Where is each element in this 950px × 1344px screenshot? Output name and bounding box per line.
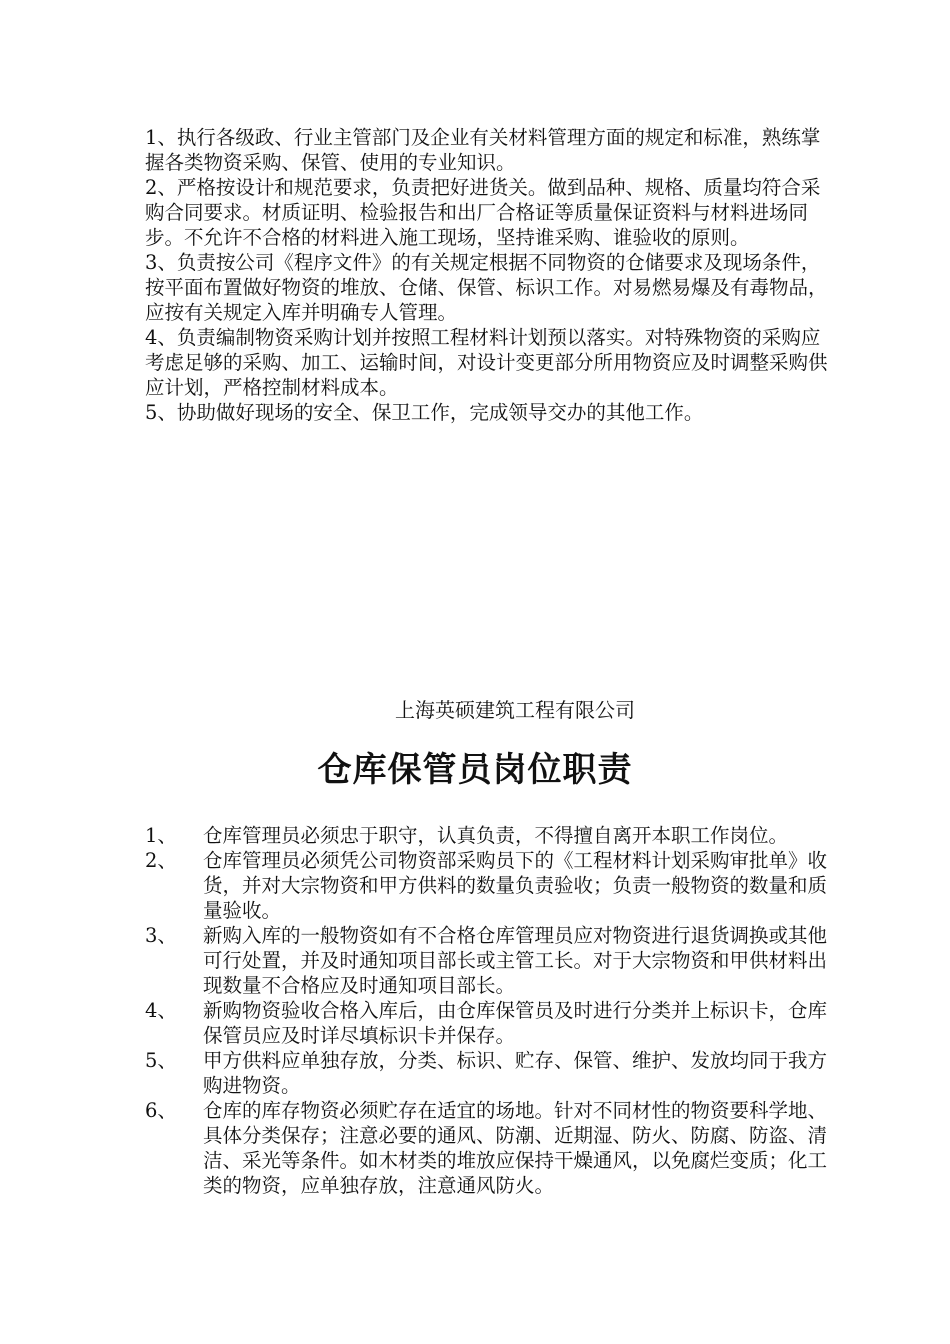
intro-paragraph-2: 2、严格按设计和规范要求，负责把好进货关。做到品种、规格、质量均符合采购合同要求。材质证明、检验报告和出厂合格证等质量保证资料与材料进场同步。不允许不合格的材料进入施工现场，坚持谁采购、谁验收的原则。 bbox=[145, 176, 821, 249]
intro-paragraph-3: 3、负责按公司《程序文件》的有关规定根据不同物资的仓储要求及现场条件，按平面布置做好物资的堆放、仓储、保管、标识工作。对易燃易爆及有毒物品，应按有关规定入库并明确专人管理。 bbox=[145, 251, 828, 324]
duty-text: 甲方供料应单独存放，分类、标识、贮存、保管、维护、发放均同于我方购进物资。 bbox=[203, 1049, 828, 1097]
duty-list bbox=[145, 823, 835, 1198]
responsibility-intro bbox=[145, 125, 835, 425]
duty-number: 5、 bbox=[145, 1049, 177, 1072]
duty-item bbox=[145, 998, 835, 1048]
duty-number: 2、 bbox=[145, 849, 177, 872]
duty-item bbox=[145, 1048, 835, 1098]
duty-text: 仓库管理员必须忠于职守，认真负责，不得擅自离开本职工作岗位。 bbox=[203, 824, 789, 847]
duty-number: 3、 bbox=[145, 924, 177, 947]
duty-text: 新购入库的一般物资如有不合格仓库管理员应对物资进行退货调换或其他可行处置，并及时通知项目部长或主管工长。对于大宗物资和甲供材料出现数量不合格应及时通知项目部长。 bbox=[203, 924, 828, 997]
duty-number: 1、 bbox=[145, 824, 177, 847]
duty-text: 新购物资验收合格入库后，由仓库保管员及时进行分类并上标识卡，仓库保管员应及时详尽填标识卡并保存。 bbox=[203, 999, 828, 1047]
intro-paragraph-5: 5、协助做好现场的安全、保卫工作，完成领导交办的其他工作。 bbox=[145, 401, 704, 424]
duty-number: 6、 bbox=[145, 1099, 177, 1122]
duty-text: 仓库管理员必须凭公司物资部采购员下的《工程材料计划采购审批单》收货，并对大宗物资和甲方供料的数量负责验收；负责一般物资的数量和质量验收。 bbox=[203, 849, 828, 922]
duty-item bbox=[145, 848, 835, 923]
duty-item bbox=[145, 823, 835, 848]
intro-paragraph-4: 4、负责编制物资采购计划并按照工程材料计划预以落实。对特殊物资的采购应考虑足够的采购、加工、运输时间，对设计变更部分所用物资应及时调整采购供应计划，严格控制材料成本。 bbox=[145, 326, 828, 399]
document-title: 仓库保管员岗位职责 bbox=[317, 750, 633, 790]
company-name: 上海英硕建筑工程有限公司 bbox=[395, 698, 635, 722]
duty-item bbox=[145, 923, 835, 998]
duty-item bbox=[145, 1098, 835, 1198]
duty-number: 4、 bbox=[145, 999, 177, 1022]
duty-text: 仓库的库存物资必须贮存在适宜的场地。针对不同材性的物资要科学地、具体分类保存；注意必要的通风、防潮、近期湿、防火、防腐、防盗、清洁、采光等条件。如木材类的堆放应保持干燥通风，以免腐烂变质；化工类的物资，应单独存放，注意通风防火。 bbox=[203, 1099, 828, 1197]
intro-paragraph-1: 1、执行各级政、行业主管部门及企业有关材料管理方面的规定和标准，熟练掌握各类物资采购、保管、使用的专业知识。 bbox=[145, 126, 821, 174]
